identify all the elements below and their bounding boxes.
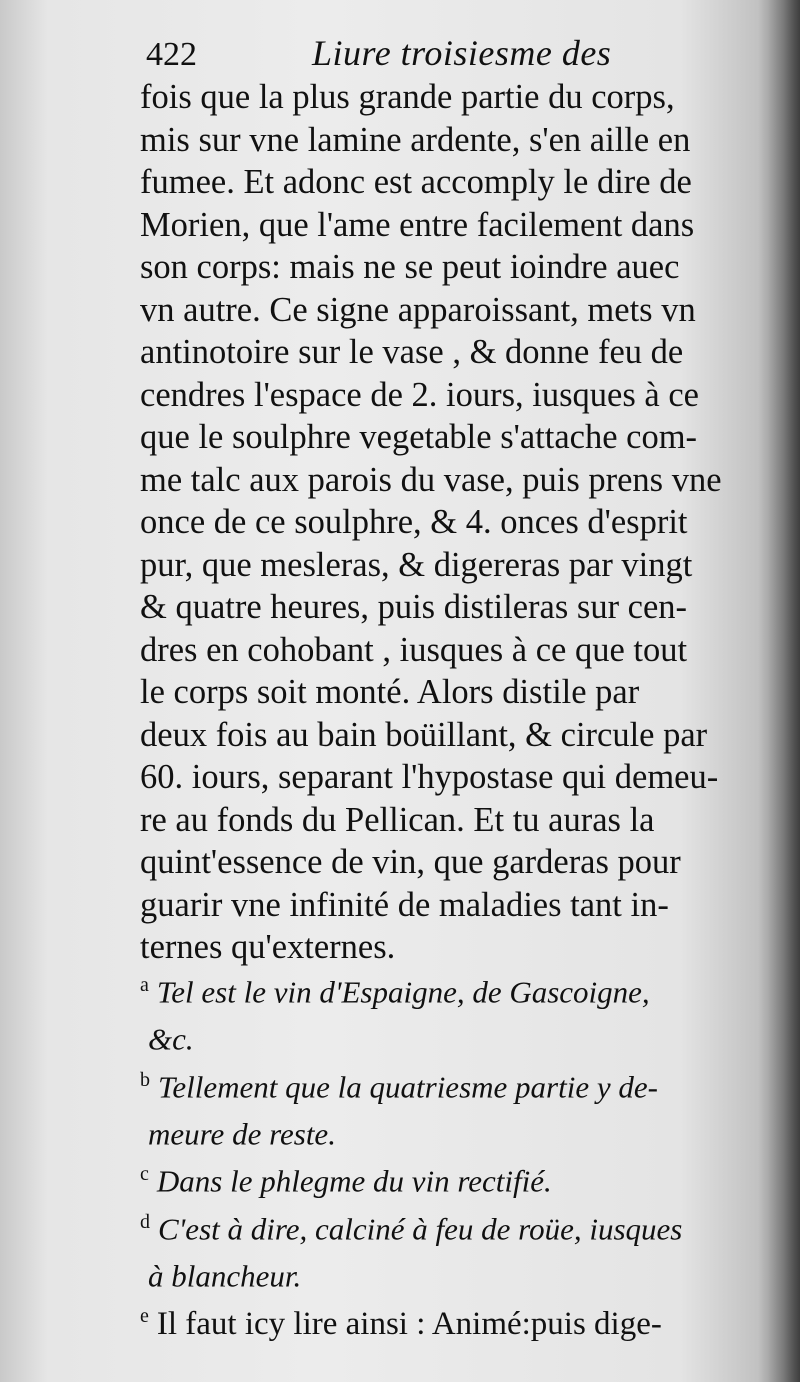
marginal-notes xyxy=(140,965,760,1345)
page-edge-shadow xyxy=(758,0,800,1382)
note-text: C'est à dire, calciné à feu de roüe, iusques xyxy=(158,1210,683,1246)
note-text: Dans le phlegme du vin rectifié. xyxy=(156,1163,552,1199)
note-text: &c. xyxy=(148,1021,194,1057)
page-number: 422 xyxy=(146,36,197,73)
text-line: antinotoire sur le vase , & donne feu de xyxy=(140,333,684,371)
text-line: que le soulphre vegetable s'attache com- xyxy=(140,418,698,456)
text-line: 60. iours, separant l'hypostase qui demeu- xyxy=(140,758,719,796)
note-marker: b xyxy=(140,1068,150,1091)
text-line: son corps: mais ne se peut ioindre auec xyxy=(140,248,680,286)
note-marker: a xyxy=(140,974,149,996)
text-line: le corps soit monté. Alors distile par xyxy=(140,673,640,711)
note-text: Tellement que la quatriesme partie y de- xyxy=(158,1068,658,1104)
text-line: re au fonds du Pellican. Et tu auras la xyxy=(140,800,655,839)
text-line: once de ce soulphre, & 4. onces d'esprit xyxy=(140,503,688,541)
note-line xyxy=(140,1107,760,1154)
note-marker: d xyxy=(140,1210,150,1233)
text-line: quint'essence de vin, que garderas pour xyxy=(140,843,681,881)
text-line: fumee. Et adonc est accomply le dire de xyxy=(140,163,692,201)
text-line: ternes qu'externes. xyxy=(140,928,396,966)
page-header xyxy=(142,28,742,78)
body-text xyxy=(140,76,760,969)
note-line xyxy=(140,1202,760,1249)
note-line xyxy=(140,1249,760,1296)
text-line: guarir vne infinité de maladies tant in- xyxy=(140,885,669,924)
running-title: Liure troisiesme des xyxy=(312,33,612,73)
note-marker: e xyxy=(140,1305,149,1328)
text-line: vn autre. Ce signe apparoissant, mets vn xyxy=(140,290,696,329)
text-line: deux fois au bain boüillant, & circule par xyxy=(140,715,708,754)
note-text: meure de reste. xyxy=(148,1116,336,1152)
note-line xyxy=(140,1154,760,1201)
note-line xyxy=(140,965,760,1012)
note-line xyxy=(140,1296,760,1345)
text-line: pur, que mesleras, & digereras par vingt xyxy=(140,545,693,584)
note-text: Tel est le vin d'Espaigne, de Gascoigne, xyxy=(156,974,650,1010)
note-text: à blancheur. xyxy=(148,1258,302,1294)
text-line: Morien, que l'ame entre facilement dans xyxy=(140,205,695,244)
text-line: fois que la plus grande partie du corps, xyxy=(140,78,675,116)
note-text: Il faut icy lire ainsi : Animé:puis dige- xyxy=(156,1306,662,1343)
text-line: & quatre heures, puis distileras sur cen- xyxy=(140,588,688,626)
note-line xyxy=(140,1060,760,1107)
text-line: me talc aux parois du vase, puis prens vne xyxy=(140,460,722,499)
text-line: mis sur vne lamine ardente, s'en aille en xyxy=(140,120,691,159)
text-line: dres en cohobant , iusques à ce que tout xyxy=(140,630,688,669)
note-line xyxy=(140,1012,760,1059)
note-marker: c xyxy=(140,1163,149,1186)
text-line: cendres l'espace de 2. iours, iusques à ce xyxy=(140,375,699,414)
